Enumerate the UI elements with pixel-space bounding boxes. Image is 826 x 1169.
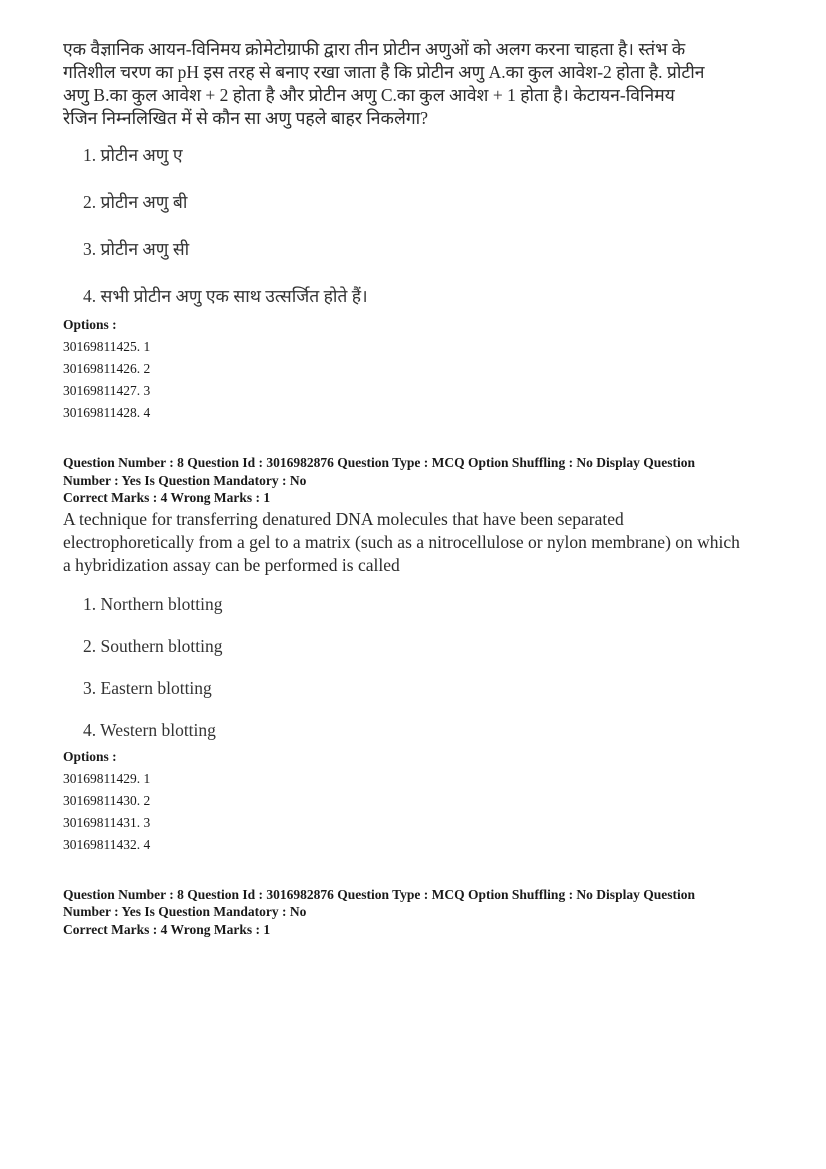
question-8-block	[63, 454, 773, 856]
question-meta-line: Question Number : 8 Question Id : 3016982876 Question Type : MCQ Option Shuffling : No Display Question	[63, 886, 695, 902]
option-id-row: 30169811428. 4	[63, 405, 151, 420]
options-label: Options :	[63, 748, 117, 764]
choice-item: 4. सभी प्रोटीन अणु एक साथ उत्सर्जित होते हैं।	[83, 286, 368, 306]
question-8-text	[63, 508, 773, 577]
option-id-row: 30169811430. 2	[63, 792, 151, 808]
choice-item: 2. प्रोटीन अणु बी	[83, 192, 188, 212]
question-meta-line: Number : Yes Is Question Mandatory : No	[63, 472, 307, 488]
question-8-repeat-block	[63, 886, 773, 939]
marks-line: Correct Marks : 4 Wrong Marks : 1	[63, 921, 271, 937]
option-id-list	[63, 336, 773, 424]
choice-item: 3. प्रोटीन अणु सी	[83, 239, 190, 259]
choice-item: 2. Southern blotting	[83, 635, 223, 656]
choice-item: 1. Northern blotting	[83, 593, 223, 614]
marks-line: Correct Marks : 4 Wrong Marks : 1	[63, 490, 271, 505]
question-text-line: electrophoretically from a gel to a matrix (such as a nitrocellulose or nylon membrane) on which	[63, 531, 740, 552]
choice-item: 4. Western blotting	[83, 719, 216, 740]
option-id-row: 30169811429. 1	[63, 770, 151, 786]
option-id-row: 30169811425. 1	[63, 339, 151, 354]
choice-item: 1. प्रोटीन अणु ए	[83, 145, 183, 165]
option-id-row: 30169811432. 4	[63, 836, 151, 852]
question-7-choices	[83, 144, 773, 308]
question-8-choices	[83, 593, 773, 742]
question-meta-line: Question Number : 8 Question Id : 3016982876 Question Type : MCQ Option Shuffling : No Display Question	[63, 455, 695, 470]
question-text-line: अणु B.का कुल आवेश + 2 होता है और प्रोटीन अणु C.का कुल आवेश + 1 होता है। केटायन-विनिमय	[63, 85, 675, 105]
question-meta-line: Number : Yes Is Question Mandatory : No	[63, 904, 307, 919]
question-text-line: a hybridization assay can be performed is called	[63, 554, 400, 575]
question-text-line: रेजिन निम्नलिखित में से कौन सा अणु पहले बाहर निकलेगा?	[63, 108, 428, 128]
option-id-row: 30169811427. 3	[63, 383, 151, 398]
choice-item: 3. Eastern blotting	[83, 677, 212, 698]
question-text-line: गतिशील चरण का pH इस तरह से बनाए रखा जाता है कि प्रोटीन अणु A.का कुल आवेश-2 होता है. प्रोटीन	[63, 62, 705, 82]
question-7-text	[63, 38, 773, 130]
option-id-row: 30169811431. 3	[63, 814, 151, 830]
question-text-line: एक वैज्ञानिक आयन-विनिमय क्रोमेटोग्राफी द्वारा तीन प्रोटीन अणुओं को अलग करना चाहता है। स्तंभ के	[63, 39, 686, 59]
option-id-row: 30169811426. 2	[63, 361, 151, 376]
option-id-list	[63, 768, 773, 856]
options-label: Options :	[63, 317, 117, 332]
document-page	[63, 38, 773, 938]
question-text-line: A technique for transferring denatured DNA molecules that have been separated	[63, 508, 624, 529]
question-7-block	[63, 38, 773, 424]
